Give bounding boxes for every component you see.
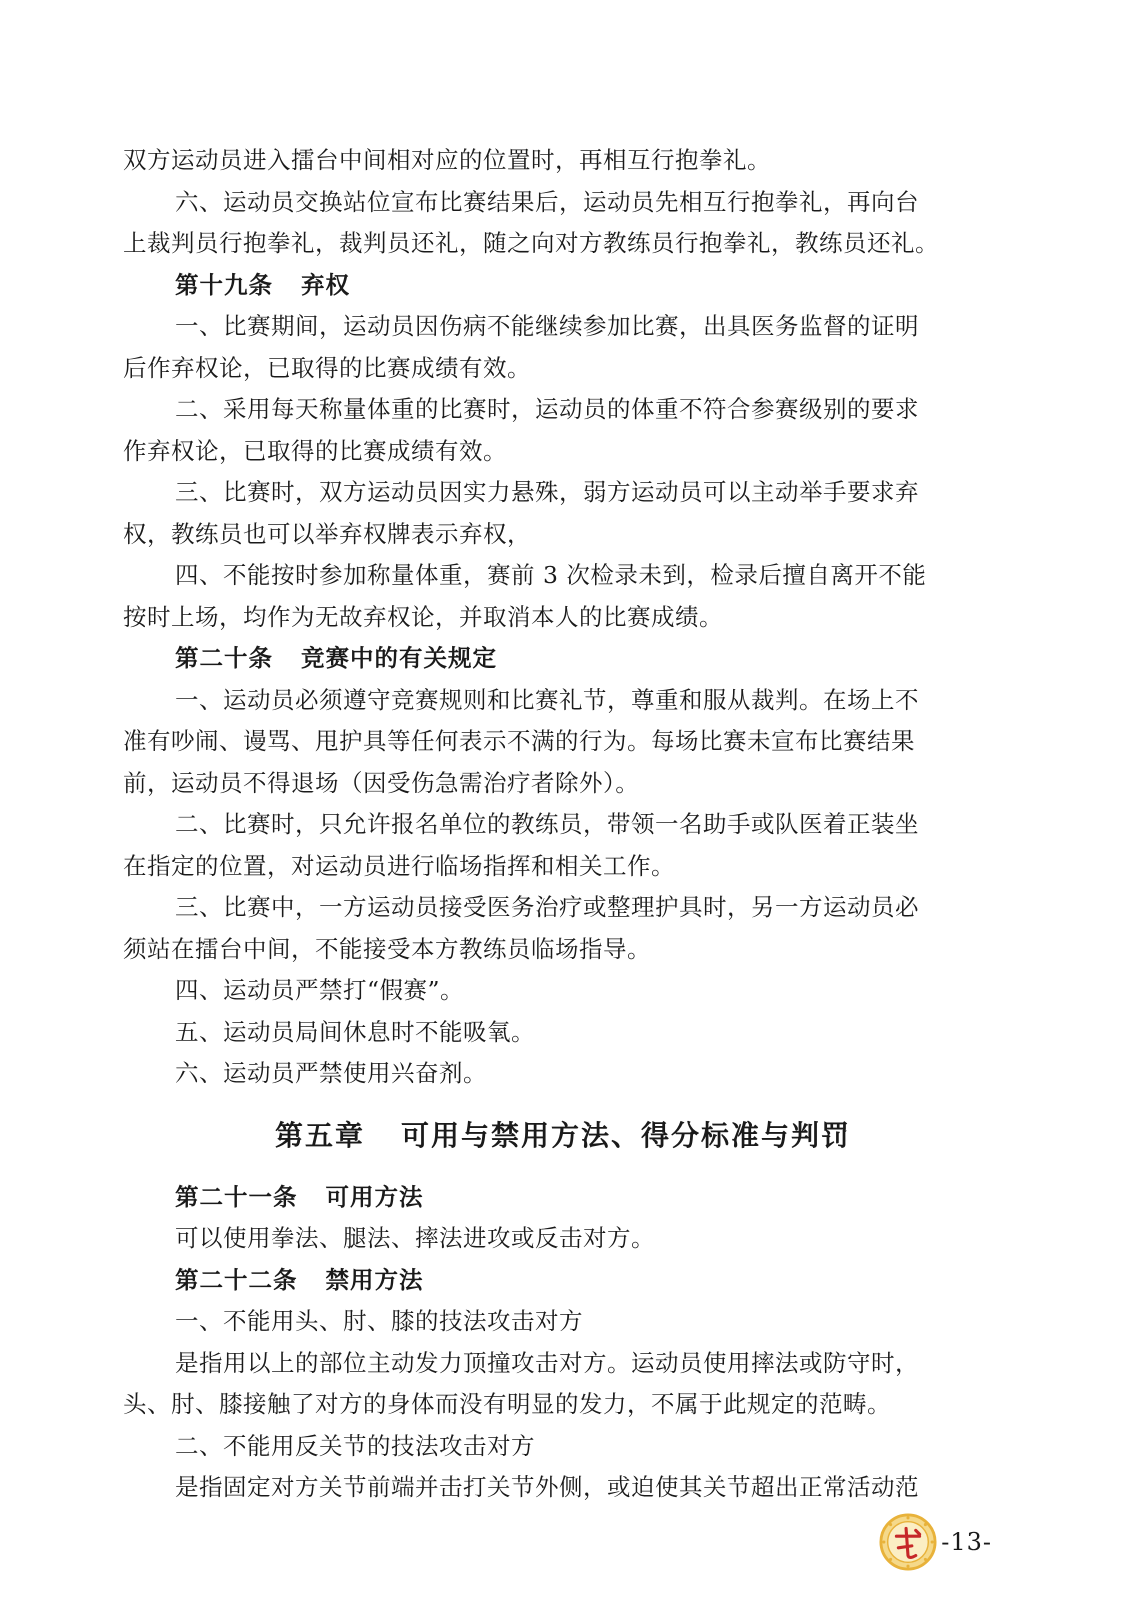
article-20-heading	[123, 638, 1003, 680]
article-22-heading	[123, 1260, 1003, 1302]
intro-paragraphs	[123, 140, 1003, 265]
text-line: 上裁判员行抱拳礼，裁判员还礼，随之向对方教练员行抱拳礼，教练员还礼。	[123, 229, 939, 257]
text-line: 前，运动员不得退场（因受伤急需治疗者除外）。	[123, 768, 640, 797]
article-19-heading	[123, 265, 1003, 307]
text-line: 作弃权论，已取得的比赛成绩有效。	[123, 436, 507, 465]
text-line: 一、运动员必须遵守竞赛规则和比赛礼节，尊重和服从裁判。在场上不	[175, 685, 919, 714]
article-number: 第二十一条	[175, 1182, 298, 1211]
page-content	[123, 140, 1003, 1509]
text-line: 五、运动员局间休息时不能吸氧。	[175, 1017, 535, 1046]
article-21-heading	[123, 1177, 1003, 1219]
article-title: 可用方法	[325, 1182, 424, 1211]
text-line: 三、比赛时，双方运动员因实力悬殊，弱方运动员可以主动举手要求弃	[175, 478, 919, 506]
text-line: 在指定的位置，对运动员进行临场指挥和相关工作。	[123, 851, 675, 880]
text-line: 后作弃权论，已取得的比赛成绩有效。	[123, 353, 531, 382]
article-number: 第二十二条	[175, 1265, 298, 1294]
article-20-body	[123, 680, 1003, 1095]
article-number: 第十九条	[175, 270, 273, 299]
text-line: 权，教练员也可以举弃权牌表示弃权，	[123, 519, 531, 548]
article-22-body	[123, 1301, 1003, 1509]
text-line: 六、运动员交换站位宣布比赛结果后，运动员先相互行抱拳礼，再向台	[175, 187, 919, 216]
text-line: 二、采用每天称量体重的比赛时，运动员的体重不符合参赛级别的要求	[175, 395, 919, 423]
wushu-emblem-icon	[879, 1513, 937, 1571]
text-line: 须站在擂台中间，不能接受本方教练员临场指导。	[123, 934, 651, 963]
text-line: 是指用以上的部位主动发力顶撞攻击对方。运动员使用摔法或防守时，	[175, 1348, 919, 1377]
text-line: 四、不能按时参加称量体重，赛前 3 次检录未到，检录后擅自离开不能	[175, 561, 927, 589]
text-line: 可以使用拳法、腿法、摔法进攻或反击对方。	[175, 1224, 655, 1252]
article-title: 禁用方法	[325, 1265, 424, 1294]
chapter-number: 第五章	[274, 1118, 365, 1152]
text-line: 二、比赛时，只允许报名单位的教练员，带领一名助手或队医着正装坐	[175, 810, 919, 838]
text-line: 三、比赛中，一方运动员接受医务治疗或整理护具时，另一方运动员必	[175, 893, 919, 921]
page-number: -13-	[941, 1528, 992, 1556]
text-line: 二、不能用反关节的技法攻击对方	[175, 1431, 535, 1460]
chapter-5-heading	[123, 1095, 1003, 1177]
chapter-title: 可用与禁用方法、得分标准与判罚	[401, 1118, 852, 1152]
text-line: 一、不能用头、肘、膝的技法攻击对方	[175, 1307, 583, 1335]
article-19-body	[123, 306, 1003, 638]
text-line: 一、比赛期间，运动员因伤病不能继续参加比赛，出具医务监督的证明	[175, 312, 919, 340]
article-title: 弃权	[301, 270, 350, 299]
text-line: 头、肘、膝接触了对方的身体而没有明显的发力，不属于此规定的范畴。	[123, 1390, 891, 1418]
article-title: 竞赛中的有关规定	[301, 644, 497, 672]
page-footer	[879, 1512, 992, 1572]
article-number: 第二十条	[175, 644, 273, 672]
text-line: 准有吵闹、谩骂、甩护具等任何表示不满的行为。每场比赛未宣布比赛结果	[123, 727, 915, 755]
text-line: 是指固定对方关节前端并击打关节外侧，或迫使其关节超出正常活动范	[175, 1473, 919, 1501]
text-line: 四、运动员严禁打“假赛”。	[175, 976, 465, 1004]
text-line: 按时上场，均作为无故弃权论，并取消本人的比赛成绩。	[123, 602, 723, 631]
text-line: 六、运动员严禁使用兴奋剂。	[175, 1059, 487, 1087]
article-21-body	[123, 1218, 1003, 1260]
text-line: 双方运动员进入擂台中间相对应的位置时，再相互行抱拳礼。	[123, 146, 771, 174]
